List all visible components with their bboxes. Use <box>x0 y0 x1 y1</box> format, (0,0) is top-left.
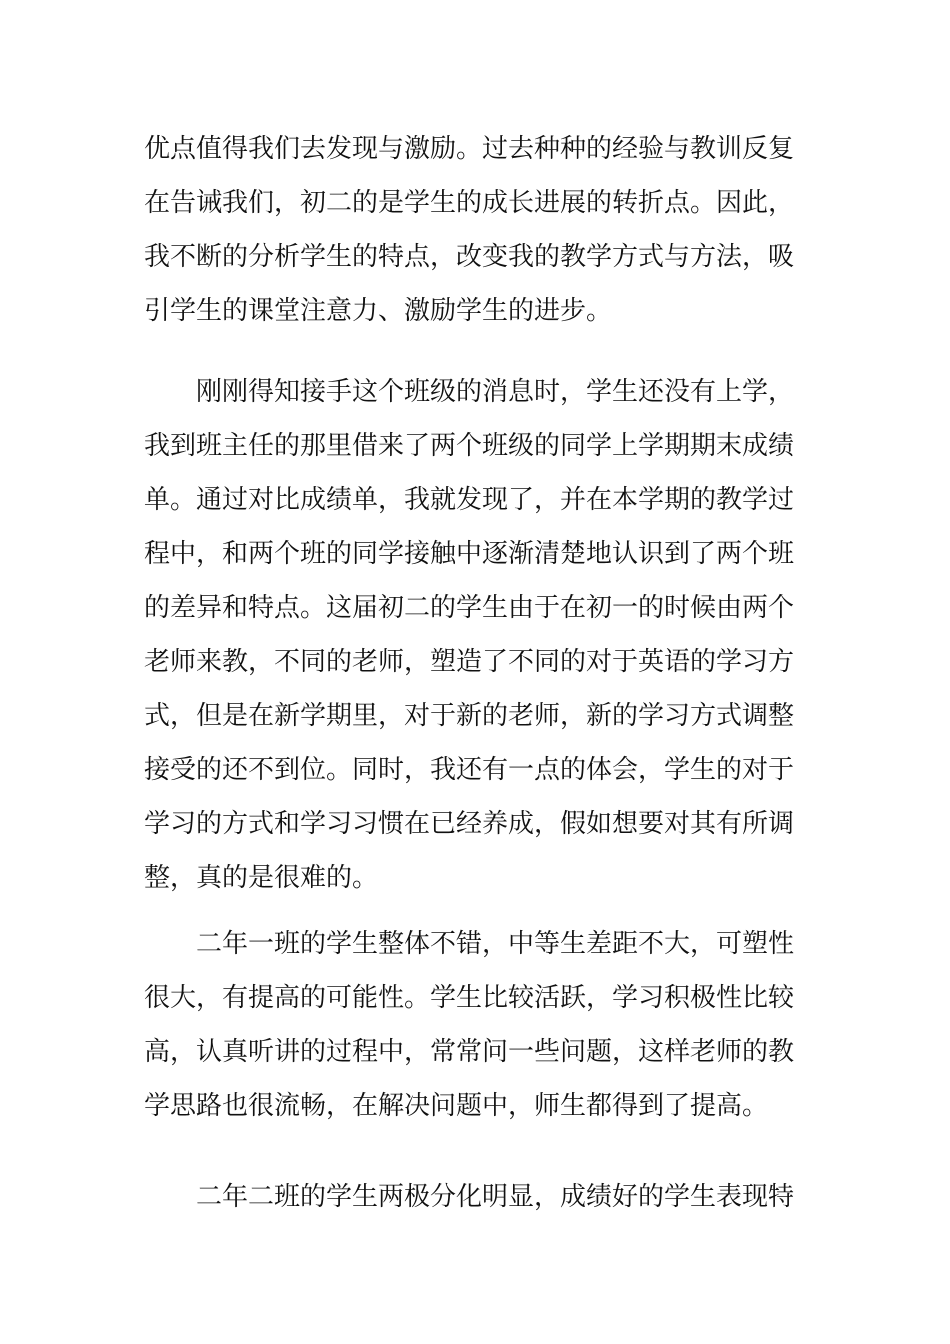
paragraph-4 <box>144 1170 824 1224</box>
text-line: 我到班主任的那里借来了两个班级的同学上学期期末成绩 <box>144 431 795 461</box>
text-line: 学习的方式和学习习惯在已经养成，假如想要对其有所调 <box>144 809 795 839</box>
paragraph-3 <box>144 917 824 1133</box>
text-line: 高，认真听讲的过程中，常常问一些问题，这样老师的教 <box>144 1037 795 1067</box>
text-line: 的差异和特点。这届初二的学生由于在初一的时候由两个 <box>144 593 795 623</box>
paragraph-1 <box>144 122 824 338</box>
text-line: 整，真的是很难的。 <box>144 863 379 893</box>
text-line: 单。通过对比成绩单，我就发现了，并在本学期的教学过 <box>144 485 795 515</box>
text-line: 我不断的分析学生的特点，改变我的教学方式与方法，吸 <box>144 242 795 272</box>
text-line: 刚刚得知接手这个班级的消息时，学生还没有上学， <box>144 377 795 407</box>
text-line: 式，但是在新学期里，对于新的老师，新的学习方式调整 <box>144 701 795 731</box>
text-line: 优点值得我们去发现与激励。过去种种的经验与教训反复 <box>144 134 795 164</box>
text-line: 很大，有提高的可能性。学生比较活跃，学习积极性比较 <box>144 983 795 1013</box>
text-line: 引学生的课堂注意力、激励学生的进步。 <box>144 296 613 326</box>
text-line: 在告诫我们，初二的是学生的成长进展的转折点。因此， <box>144 188 795 218</box>
text-line: 程中，和两个班的同学接触中逐渐清楚地认识到了两个班 <box>144 539 795 569</box>
text-line: 接受的还不到位。同时，我还有一点的体会，学生的对于 <box>144 755 795 785</box>
text-line: 二年二班的学生两极分化明显，成绩好的学生表现特 <box>144 1182 795 1212</box>
text-line: 学思路也很流畅，在解决问题中，师生都得到了提高。 <box>144 1091 769 1121</box>
text-line: 老师来教，不同的老师，塑造了不同的对于英语的学习方 <box>144 647 795 677</box>
text-line: 二年一班的学生整体不错，中等生差距不大，可塑性 <box>144 929 795 959</box>
paragraph-2 <box>144 365 824 905</box>
